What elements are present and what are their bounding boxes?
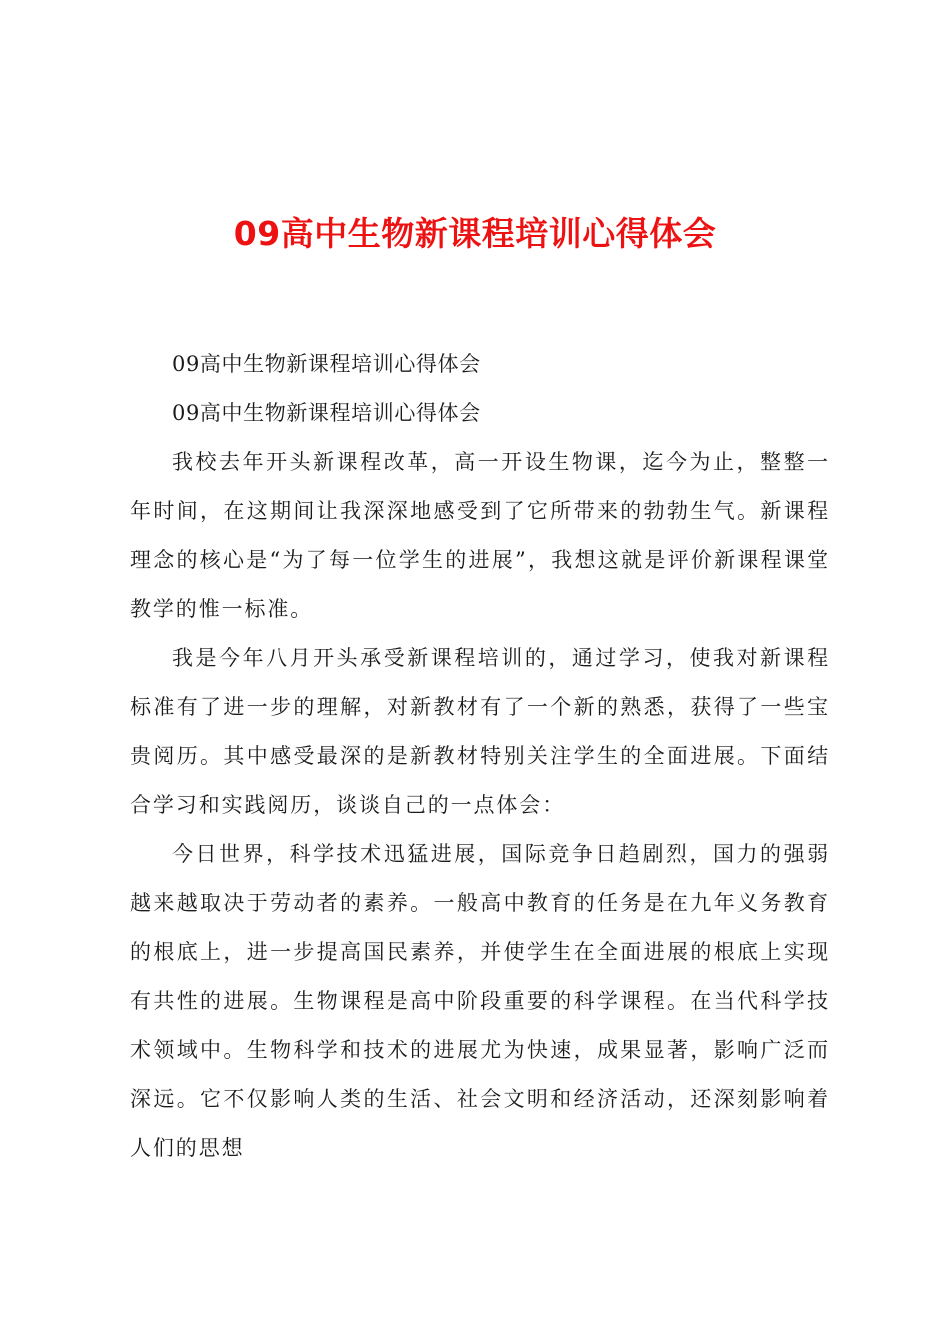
body-paragraph: 今日世界，科学技术迅猛进展，国际竞争日趋剧烈，国力的强弱越来越取决于劳动者的素养。一般高中教育的任务是在九年义务教育的根底上，进一步提高国民素养，并使学生在全面进展的根底上实现有共性的进展。生物课程是高中阶段重要的科学课程。在当代科学技术领域中。生物科学和技术的进展尤为快速，成果显著，影响广泛而深远。它不仅影响人类的生活、社会文明和经济活动，还深刻影响着人们的思想: [130, 842, 830, 1160]
body-paragraph: 09高中生物新课程培训心得体会: [172, 401, 481, 425]
body-paragraph: 我是今年八月开头承受新课程培训的，通过学习，使我对新课程标准有了进一步的理解，对新教材有了一个新的熟悉，获得了一些宝贵阅历。其中感受最深的是新教材特别关注学生的全面进展。下面结合学习和实践阅历，谈谈自己的一点体会：: [130, 646, 830, 817]
body-paragraph: 09高中生物新课程培训心得体会: [172, 352, 481, 376]
document-body: [130, 340, 830, 1173]
document-title: 09高中生物新课程培训心得体会: [233, 214, 717, 253]
body-paragraph: 我校去年开头新课程改革，高一开设生物课，迄今为止，整整一年时间，在这期间让我深深地感受到了它所带来的勃勃生气。新课程理念的核心是“为了每一位学生的进展”，我想这就是评价新课程课堂教学的惟一标准。: [130, 450, 830, 621]
